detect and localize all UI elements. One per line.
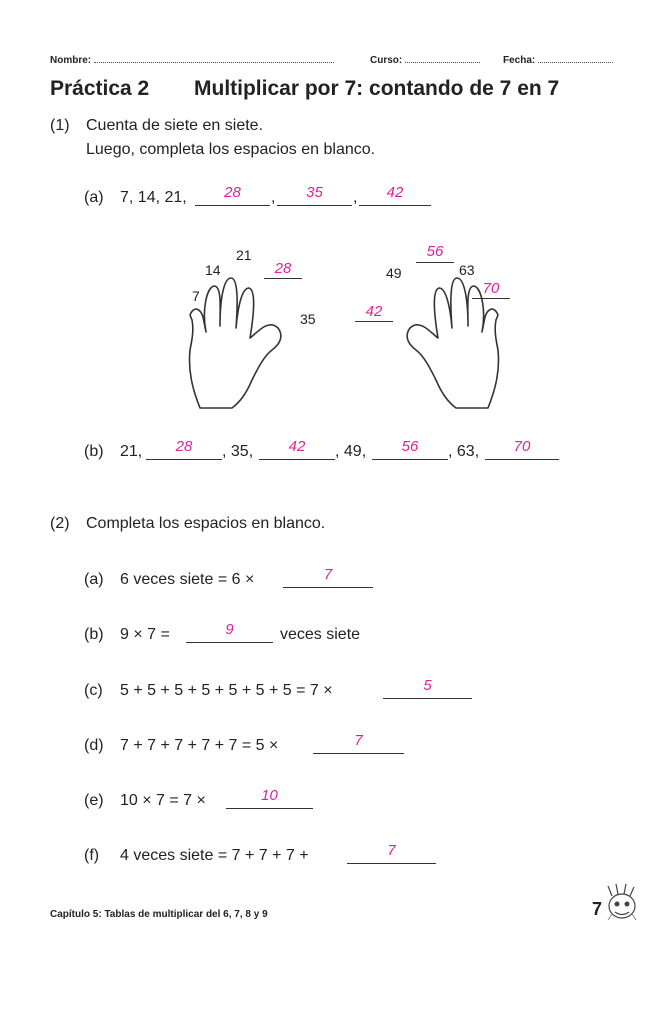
left-hand-blank[interactable] [264,278,302,279]
q2e-blank[interactable] [226,808,313,809]
q2e-label: (e) [84,792,104,809]
q2f-text: 4 veces siete = 7 + 7 + 7 + [120,847,309,864]
q2c-text: 5 + 5 + 5 + 5 + 5 + 5 + 5 = 7 × [120,682,333,699]
right-hand-blank-3[interactable] [472,298,510,299]
q2d-text: 7 + 7 + 7 + 7 + 7 = 5 × [120,737,279,754]
q1b-blank-3[interactable] [372,459,448,460]
course-label: Curso: [370,55,403,66]
q1b-blank-2[interactable] [259,459,335,460]
practice-title: Práctica 2 [50,77,150,100]
q1b-answer-1: 28 [175,438,193,455]
q2b-answer: 9 [225,621,234,638]
q1-instruction-1: Cuenta de siete en siete. [86,117,264,134]
q2-instruction: Completa los espacios en blanco. [86,515,326,532]
q2f-blank[interactable] [347,863,436,864]
q1a-comma-2: , [353,189,358,206]
date-label: Fecha: [503,55,536,66]
q2d-answer: 7 [354,732,363,749]
date-field [503,53,613,66]
q2f-answer: 7 [387,842,396,859]
q1a-blank-3[interactable] [359,205,431,206]
page-number: 7 [592,899,603,919]
name-blank[interactable] [94,53,334,63]
q2e-answer: 10 [261,787,278,804]
q1b-answer-4: 70 [513,438,531,455]
chapter-footer: Capítulo 5: Tablas de multiplicar del 6, 7, 8 y 9 [50,909,268,920]
q2d-label: (d) [84,737,104,754]
q2a-text: 6 veces siete = 6 × [120,571,255,588]
q1b-answer-2: 42 [288,438,306,455]
q2a-answer: 7 [323,566,333,583]
q2d-blank[interactable] [313,753,404,754]
q2a-label: (a) [84,571,104,588]
q1b-text-2: , 49, [335,443,367,460]
q2c-blank[interactable] [383,698,472,699]
name-label: Nombre: [50,55,92,66]
right-hand-blank-1[interactable] [355,321,393,322]
q1a-answer-3: 42 [386,184,404,201]
q1b-blank-1[interactable] [146,459,222,460]
q2a-blank[interactable] [283,587,373,588]
q1a-prefix: 7, 14, 21, [120,189,187,206]
right-hand-num-49: 49 [386,265,402,281]
right-hand-answer-42: 42 [365,303,383,320]
q2b-label: (b) [84,626,104,643]
q1b-label: (b) [84,443,104,460]
course-blank[interactable] [405,53,480,63]
q1-number: (1) [50,117,70,134]
q1b-answer-3: 56 [401,438,419,455]
mascot-icon [604,882,638,922]
q1-instruction-2: Luego, completa los espacios en blanco. [86,141,376,158]
right-hand-answer-56: 56 [426,243,444,260]
right-hand-blank-2[interactable] [416,262,454,263]
q2-number: (2) [50,515,70,532]
q1b-blank-4[interactable] [485,459,559,460]
left-hand-num-21: 21 [236,247,252,263]
left-hand-num-35: 35 [300,311,316,327]
q2b-after: veces siete [280,626,361,643]
left-hand-num-14: 14 [205,262,221,278]
q1b-text-0: 21, [120,443,143,460]
q1a-answer-1: 28 [224,184,241,201]
q1a-blank-2[interactable] [277,205,352,206]
q1a-comma-1: , [271,189,276,206]
q1a-answer-2: 35 [306,184,323,201]
q1a-label: (a) [84,189,104,206]
q2c-answer: 5 [423,677,432,694]
left-hand-icon [189,278,280,408]
right-hand-answer-70: 70 [482,280,500,297]
q1b-text-3: , 63, [448,443,480,460]
q2f-label: (f) [84,847,100,864]
name-field [50,53,334,66]
left-hand-num-7: 7 [192,288,200,304]
q2e-text: 10 × 7 = 7 × [120,792,206,809]
q2b-text: 9 × 7 = [120,626,170,643]
date-blank[interactable] [538,53,613,63]
left-hand-answer-28: 28 [274,260,292,277]
topic-title: Multiplicar por 7: contando de 7 en 7 [194,77,560,100]
course-field [370,53,480,66]
q1b-text-1: , 35, [222,443,254,460]
q2c-label: (c) [84,682,103,699]
q2b-blank[interactable] [186,642,273,643]
right-hand-num-63: 63 [459,262,475,278]
q1a-blank-1[interactable] [195,205,270,206]
